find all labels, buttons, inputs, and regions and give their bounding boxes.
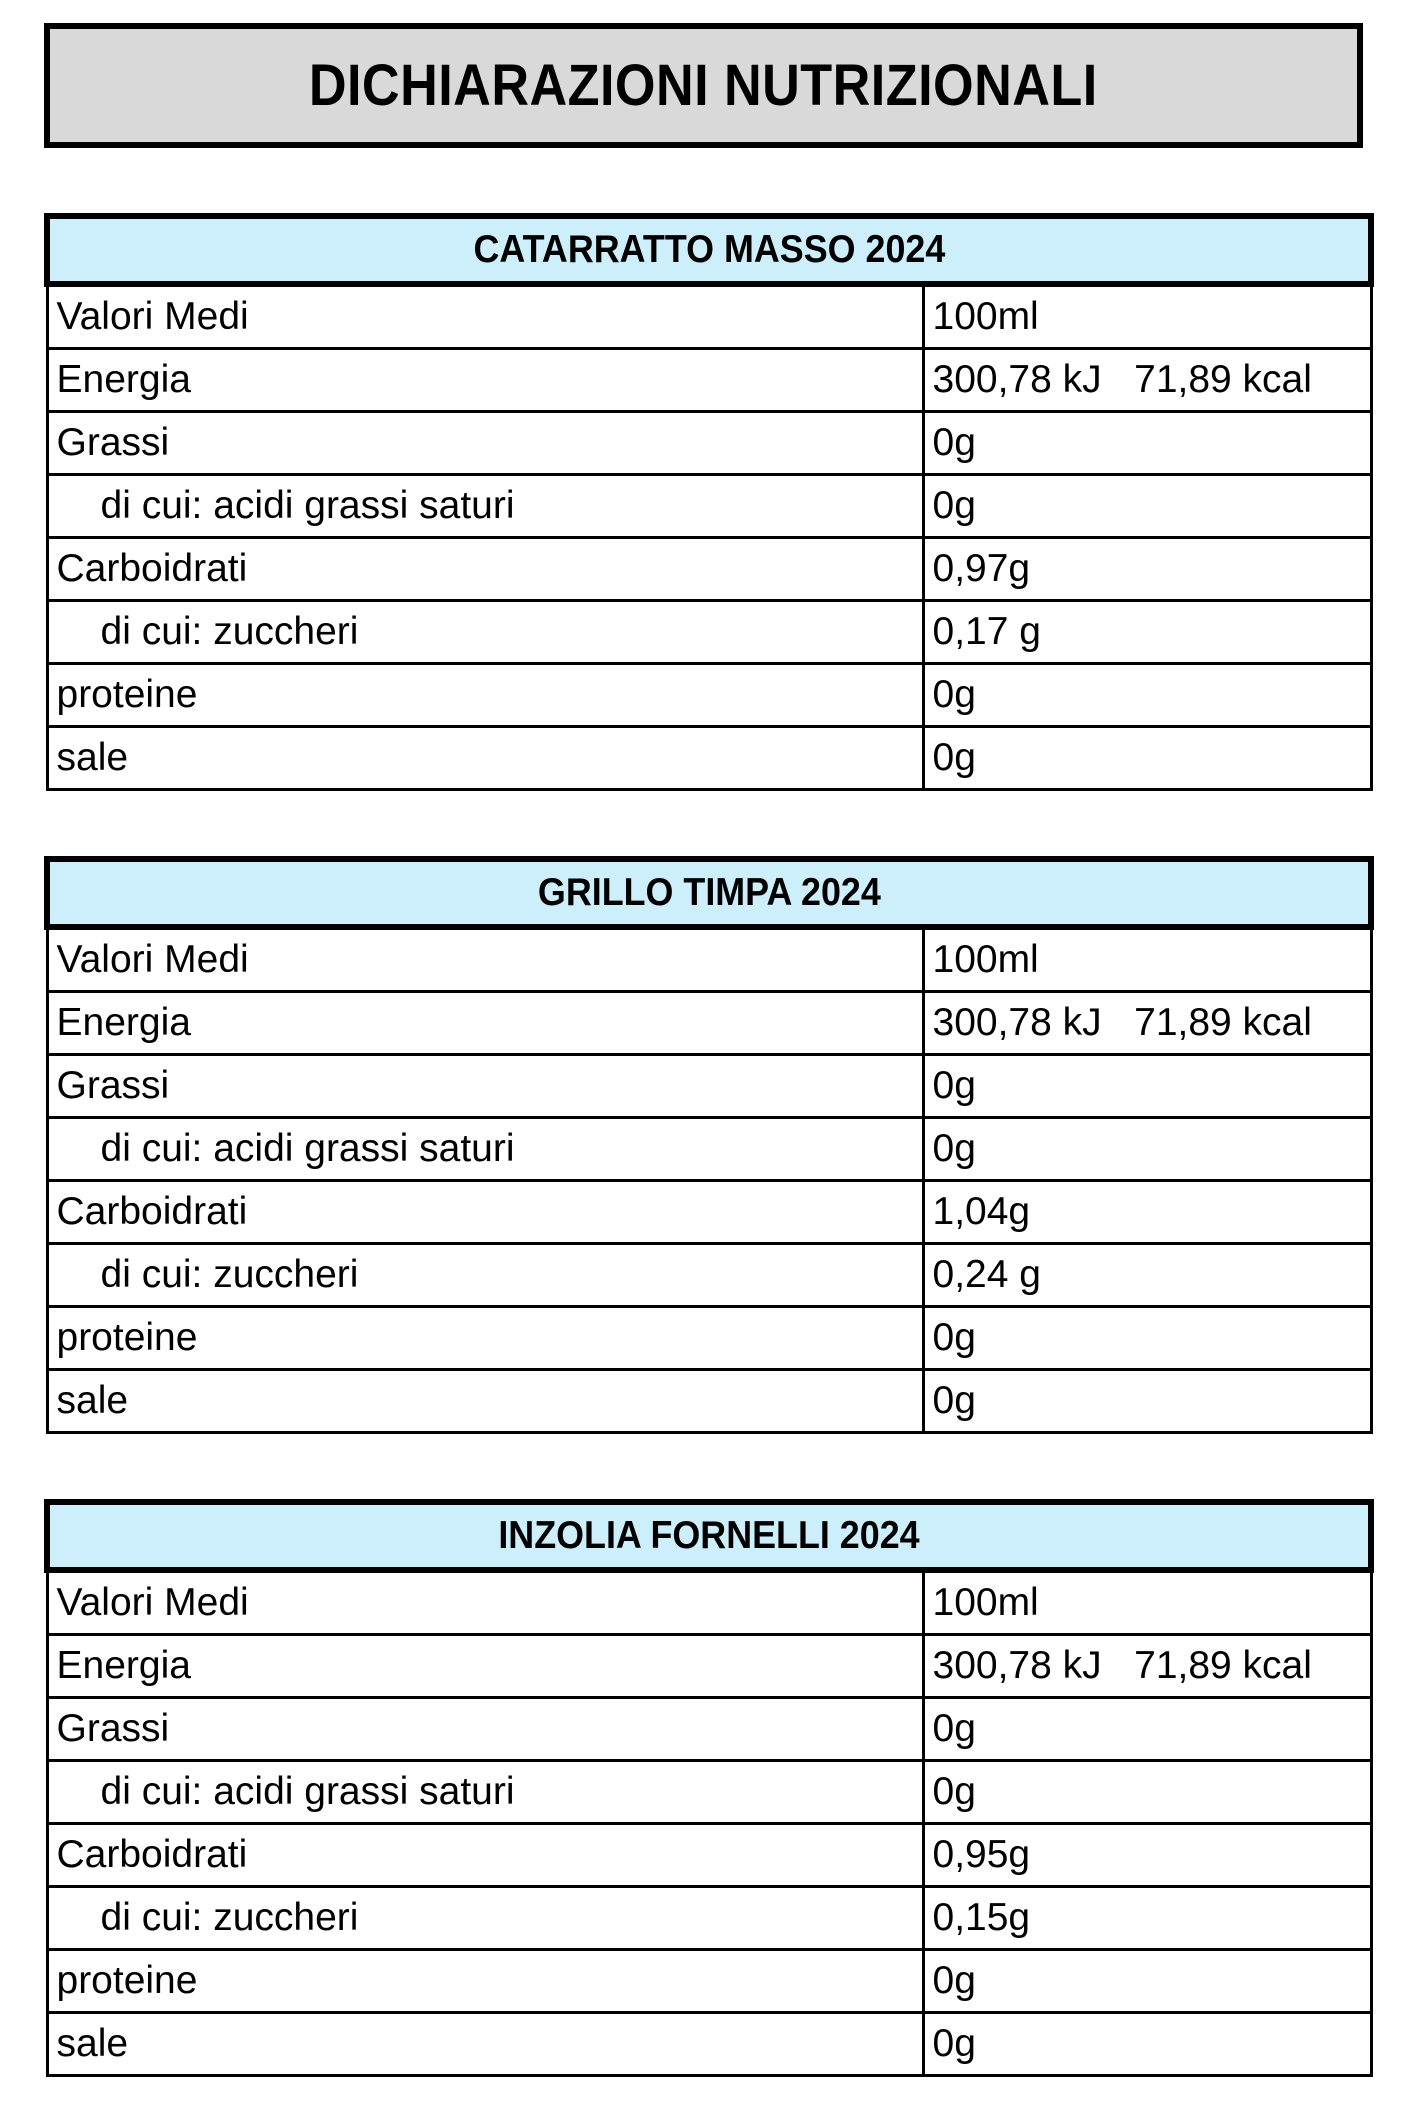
row-value: 0g (923, 1950, 1371, 2013)
table-row (47, 1570, 1371, 1635)
row-value: 0g (923, 1698, 1371, 1761)
row-label: di cui: zuccheri (47, 601, 923, 664)
table-row (47, 727, 1371, 790)
row-label: di cui: zuccheri (47, 1244, 923, 1307)
table-row (47, 349, 1371, 412)
table-title-text: CATARRATTO MASSO 2024 (473, 228, 945, 271)
row-value: 0g (923, 1761, 1371, 1824)
row-label: di cui: acidi grassi saturi (47, 1761, 923, 1824)
table-row (47, 1055, 1371, 1118)
row-value: 0,24 g (923, 1244, 1371, 1307)
row-label: Grassi (47, 412, 923, 475)
row-label: di cui: acidi grassi saturi (47, 475, 923, 538)
table-row (47, 2013, 1371, 2076)
row-label: sale (47, 2013, 923, 2076)
table-title (47, 1502, 1371, 1570)
row-label: Carboidrati (47, 1824, 923, 1887)
row-label: sale (47, 1370, 923, 1433)
table-row (47, 1950, 1371, 2013)
row-value: 300,78 kJ 71,89 kcal (923, 992, 1371, 1055)
row-value: 0g (923, 1055, 1371, 1118)
page-title-text: DICHIARAZIONI NUTRIZIONALI (309, 53, 1098, 118)
nutrition-table-inzolia (44, 1499, 1374, 2077)
row-label: Valori Medi (47, 1570, 923, 1635)
table-row (47, 1887, 1371, 1950)
row-value: 300,78 kJ 71,89 kcal (923, 1635, 1371, 1698)
table-row (47, 664, 1371, 727)
row-label: Energia (47, 349, 923, 412)
row-value: 0,95g (923, 1824, 1371, 1887)
table-row (47, 1370, 1371, 1433)
table-row (47, 1824, 1371, 1887)
row-label: di cui: zuccheri (47, 1887, 923, 1950)
row-label: proteine (47, 1307, 923, 1370)
row-value: 100ml (923, 1570, 1371, 1635)
table-header-row (47, 1502, 1371, 1570)
row-label: proteine (47, 664, 923, 727)
row-label: Valori Medi (47, 927, 923, 992)
table-row (47, 538, 1371, 601)
table-row (47, 1118, 1371, 1181)
row-label: sale (47, 727, 923, 790)
row-value: 300,78 kJ 71,89 kcal (923, 349, 1371, 412)
row-value: 0g (923, 727, 1371, 790)
row-label: Grassi (47, 1698, 923, 1761)
table-row (47, 601, 1371, 664)
row-value: 1,04g (923, 1181, 1371, 1244)
table-row (47, 1244, 1371, 1307)
row-value: 0g (923, 2013, 1371, 2076)
table-row (47, 475, 1371, 538)
row-label: Carboidrati (47, 1181, 923, 1244)
row-value: 100ml (923, 284, 1371, 349)
row-label: proteine (47, 1950, 923, 2013)
nutrition-table-grillo (44, 856, 1374, 1434)
table-row (47, 1698, 1371, 1761)
table-row (47, 927, 1371, 992)
row-value: 0,97g (923, 538, 1371, 601)
table-title-text: INZOLIA FORNELLI 2024 (498, 1514, 920, 1557)
table-title-text: GRILLO TIMPA 2024 (537, 871, 881, 914)
row-value: 0g (923, 1307, 1371, 1370)
table-row (47, 1761, 1371, 1824)
row-label: Energia (47, 1635, 923, 1698)
page-title (44, 23, 1363, 148)
row-value: 0g (923, 1370, 1371, 1433)
table-row (47, 1307, 1371, 1370)
table-row (47, 992, 1371, 1055)
row-value: 100ml (923, 927, 1371, 992)
row-value: 0,17 g (923, 601, 1371, 664)
row-label: Energia (47, 992, 923, 1055)
row-value: 0g (923, 412, 1371, 475)
row-value: 0,15g (923, 1887, 1371, 1950)
row-value: 0g (923, 664, 1371, 727)
table-title (47, 216, 1371, 284)
row-value: 0g (923, 1118, 1371, 1181)
row-label: Grassi (47, 1055, 923, 1118)
table-row (47, 284, 1371, 349)
nutrition-table-catarratto (44, 213, 1374, 791)
table-header-row (47, 216, 1371, 284)
table-row (47, 412, 1371, 475)
row-label: di cui: acidi grassi saturi (47, 1118, 923, 1181)
table-row (47, 1181, 1371, 1244)
table-header-row (47, 859, 1371, 927)
table-row (47, 1635, 1371, 1698)
row-label: Valori Medi (47, 284, 923, 349)
table-title (47, 859, 1371, 927)
row-value: 0g (923, 475, 1371, 538)
row-label: Carboidrati (47, 538, 923, 601)
